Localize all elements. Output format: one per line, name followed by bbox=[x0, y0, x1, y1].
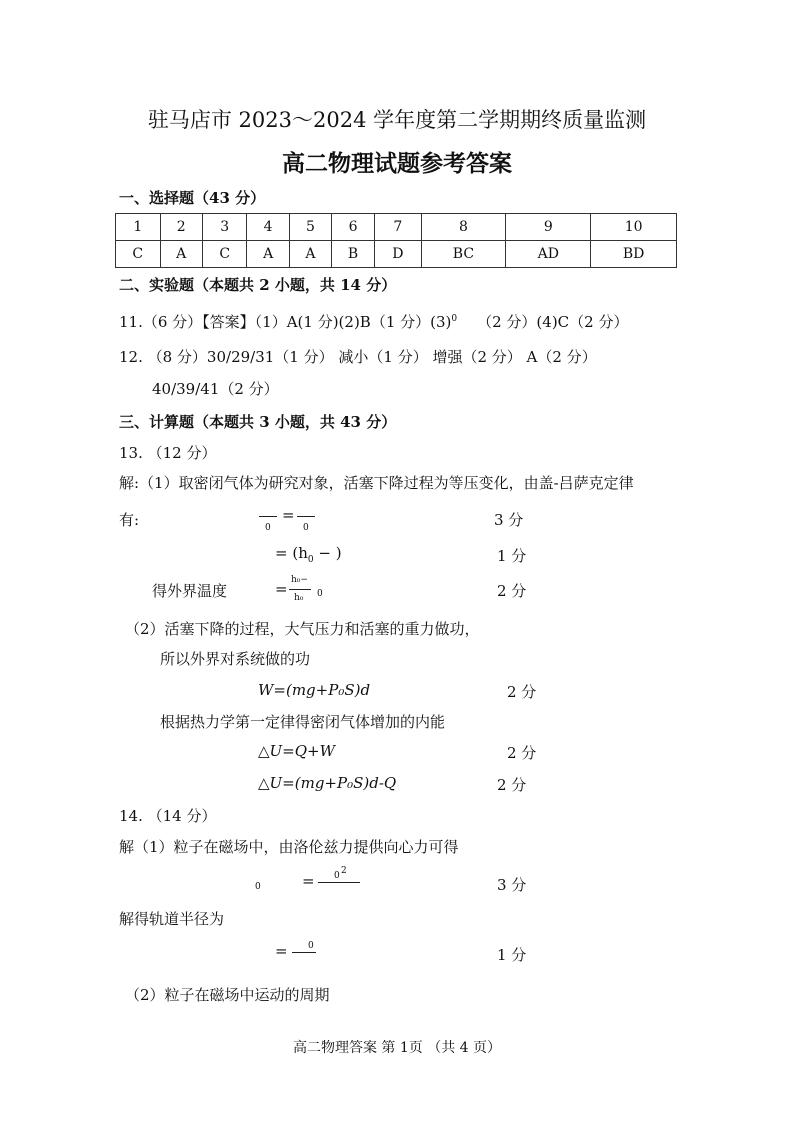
section-heading-experiment: 二、实验题（本题共 2 小题，共 14 分） bbox=[119, 276, 397, 294]
internal-energy-score: 2 分 bbox=[507, 744, 537, 762]
answer-table-answers-row bbox=[116, 241, 677, 268]
eq2-tail: − ) bbox=[313, 544, 342, 562]
answer-cell: AD bbox=[506, 241, 591, 268]
eq1-subscript: 0 bbox=[303, 523, 309, 533]
eq3-score: 2 分 bbox=[497, 582, 527, 600]
fraction-bar bbox=[318, 882, 360, 883]
answer-table-numbers-row bbox=[116, 214, 677, 241]
radius-label: 解得轨道半径为 bbox=[119, 910, 225, 928]
question-number: 1 bbox=[116, 214, 161, 241]
q14-eq1-subscript: 0 bbox=[255, 882, 261, 892]
answer-q11-tail: （2 分）(4)C（2 分） bbox=[477, 313, 629, 331]
fraction-bar bbox=[289, 589, 311, 590]
answer-cell: B bbox=[332, 241, 375, 268]
internal-energy-result-score: 2 分 bbox=[497, 776, 527, 794]
q14-eq1-score: 3 分 bbox=[497, 876, 527, 894]
temperature-label: 得外界温度 bbox=[152, 582, 228, 600]
fraction-bar bbox=[292, 952, 316, 953]
answer-cell: C bbox=[202, 241, 247, 268]
question-number: 4 bbox=[247, 214, 289, 241]
eq1-equals: = bbox=[282, 506, 295, 524]
answer-cell: BD bbox=[591, 241, 677, 268]
question-number: 7 bbox=[375, 214, 422, 241]
q13-part2-line2: 所以外界对系统做的功 bbox=[160, 650, 311, 668]
q14-title: 14. （14 分） bbox=[119, 807, 217, 825]
answer-q12-line2: 40/39/41（2 分） bbox=[152, 380, 279, 398]
answer-cell: A bbox=[160, 241, 202, 268]
q14-line1: 解（1）粒子在磁场中，由洛伦兹力提供向心力可得 bbox=[119, 838, 459, 856]
answer-cell: D bbox=[375, 241, 422, 268]
answer-cell: BC bbox=[421, 241, 506, 268]
answer-q12-line1: 12. （8 分）30/29/31（1 分） 减小（1 分） 增强（2 分） A（2 分） bbox=[119, 348, 597, 366]
eq1-score: 3 分 bbox=[494, 511, 524, 529]
work-score: 2 分 bbox=[507, 683, 537, 701]
question-number: 8 bbox=[421, 214, 506, 241]
q13-line1: 解:（1）取密闭气体为研究对象，活塞下降过程为等压变化，由盖-吕萨克定律 bbox=[119, 474, 634, 492]
q14-eq1-num-sub: 0 bbox=[334, 871, 340, 881]
q13-part2-line3: 根据热力学第一定律得密闭气体增加的内能 bbox=[160, 713, 446, 731]
q14-eq1-equals: = bbox=[302, 872, 315, 890]
q14-eq2-equals: = bbox=[275, 942, 288, 960]
question-number: 9 bbox=[506, 214, 591, 241]
section-heading-calculation: 三、计算题（本题共 3 小题，共 43 分） bbox=[119, 413, 397, 431]
q13-line2: 有: bbox=[119, 511, 140, 529]
answer-cell: C bbox=[116, 241, 161, 268]
document-title: 驻马店市 2023～2024 学年度第二学期期终质量监测 bbox=[147, 108, 647, 132]
work-equation: W=(mg+P₀S)d bbox=[258, 681, 371, 699]
answer-cell: A bbox=[289, 241, 331, 268]
question-number: 2 bbox=[160, 214, 202, 241]
internal-energy-result: △U=(mg+P₀S)d-Q bbox=[258, 774, 397, 792]
eq3-denominator: h₀ bbox=[294, 593, 304, 603]
answer-table bbox=[115, 213, 677, 268]
q13-part2-line1: （2）活塞下降的过程，大气压力和活塞的重力做功， bbox=[125, 620, 480, 638]
eq1-subscript: 0 bbox=[265, 523, 271, 533]
q14-eq2-num-sub: 0 bbox=[308, 941, 314, 951]
page-footer: 高二物理答案 第 1页 （共 4 页） bbox=[292, 1040, 502, 1056]
q14-part2-line1: （2）粒子在磁场中运动的周期 bbox=[125, 986, 330, 1004]
question-number: 3 bbox=[202, 214, 247, 241]
answer-q11 bbox=[119, 311, 628, 332]
eq2-text: = (h bbox=[275, 544, 308, 562]
eq3-numerator: h₀− bbox=[291, 575, 308, 585]
q14-eq1-num-sup: 2 bbox=[341, 866, 347, 876]
answer-cell: A bbox=[247, 241, 289, 268]
q13-title: 13. （12 分） bbox=[119, 444, 217, 462]
eq3-equals: = bbox=[275, 580, 288, 598]
answer-q11-sup: 0 bbox=[451, 314, 458, 324]
answer-q11-text: 11.（6 分）【答案】（1）A(1 分)(2)B（1 分）(3) bbox=[119, 313, 452, 331]
question-number: 6 bbox=[332, 214, 375, 241]
internal-energy-equation: △U=Q+W bbox=[258, 742, 336, 760]
document-subtitle: 高二物理试题参考答案 bbox=[282, 150, 512, 177]
fraction-bar bbox=[297, 516, 315, 517]
fraction-bar bbox=[259, 516, 277, 517]
eq2-subscript: 0 bbox=[307, 555, 314, 565]
eq2-score: 1 分 bbox=[497, 547, 527, 565]
eq3-subscript: 0 bbox=[317, 589, 323, 599]
eq2 bbox=[275, 544, 342, 565]
question-number: 5 bbox=[289, 214, 331, 241]
section-heading-choice: 一、选择题（43 分） bbox=[119, 189, 266, 207]
q14-eq2-score: 1 分 bbox=[497, 946, 527, 964]
question-number: 10 bbox=[591, 214, 677, 241]
